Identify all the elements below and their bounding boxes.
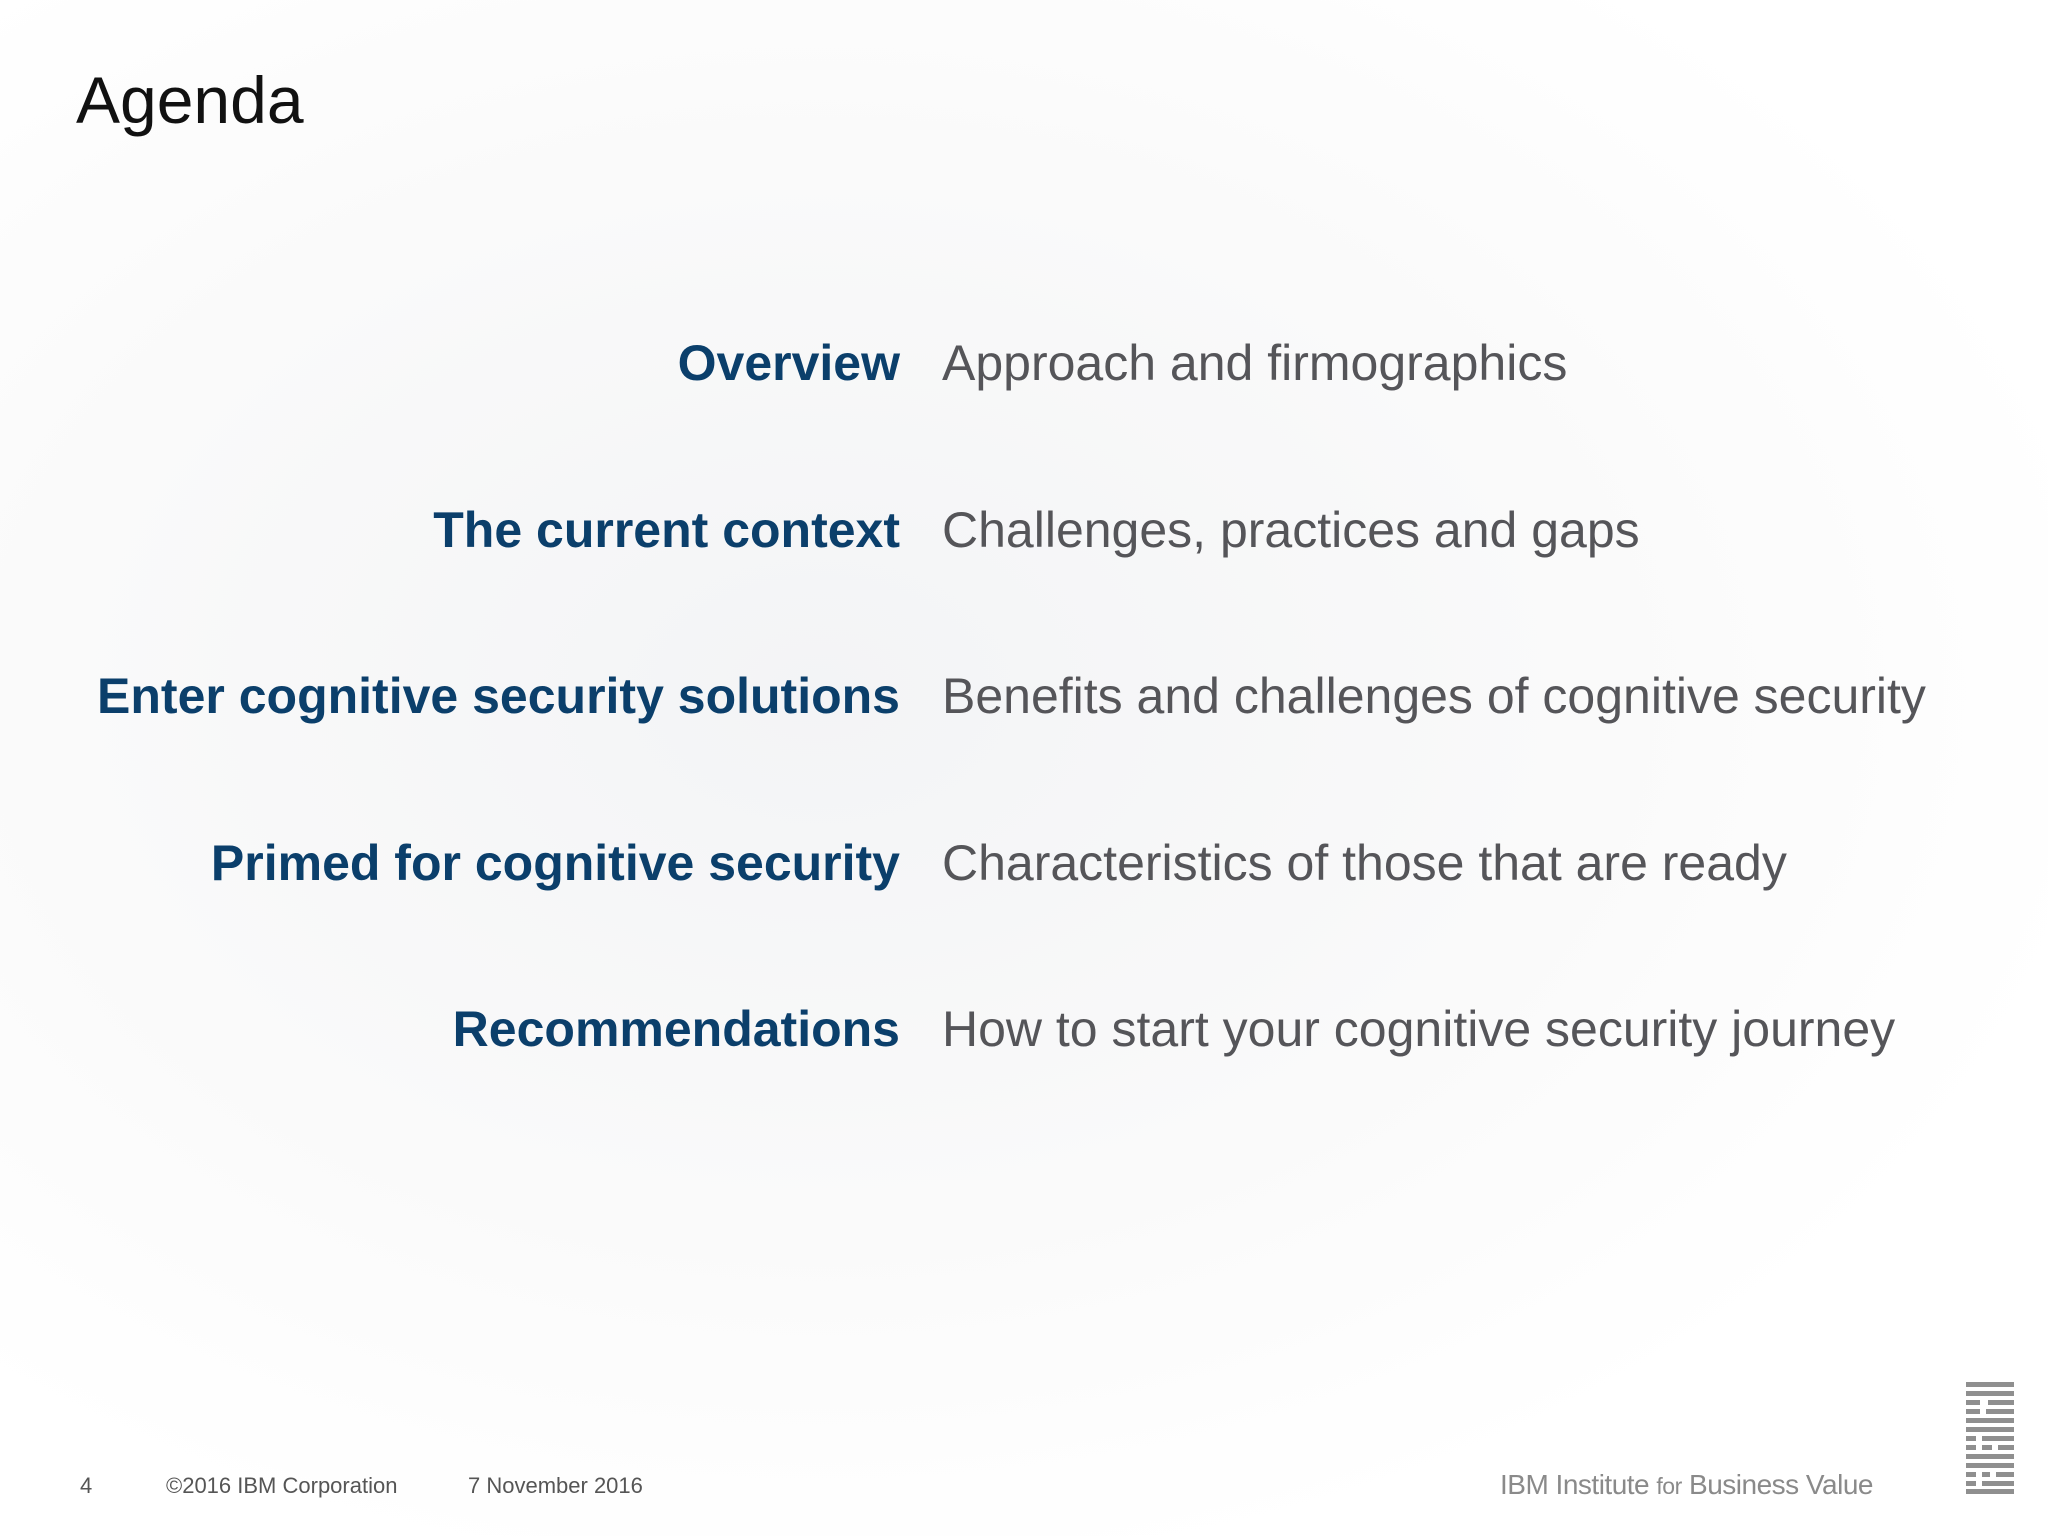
slide-title: Agenda xyxy=(76,63,304,137)
brand-text-business-value: Business Value xyxy=(1681,1469,1873,1500)
agenda-description: Approach and firmographics xyxy=(942,335,1568,391)
brand-text-for: for xyxy=(1656,1473,1682,1499)
agenda-list xyxy=(0,315,2048,1148)
agenda-topic: Recommendations xyxy=(452,1001,900,1057)
agenda-topic: Enter cognitive security solutions xyxy=(97,668,900,724)
brand-text-ibm-institute: IBM Institute xyxy=(1500,1469,1657,1500)
page-number: 4 xyxy=(80,1473,93,1498)
agenda-row xyxy=(0,815,2048,982)
copyright: ©2016 IBM Corporation xyxy=(166,1473,398,1498)
agenda-description: Benefits and challenges of cognitive security xyxy=(942,668,1926,724)
agenda-description: Characteristics of those that are ready xyxy=(942,834,1787,891)
ibm-logo-icon xyxy=(1966,1382,2014,1494)
agenda-topic: Primed for cognitive security xyxy=(210,834,900,891)
agenda-topic: Overview xyxy=(677,335,900,391)
agenda-row xyxy=(0,981,2048,1148)
agenda-row xyxy=(0,482,2048,649)
agenda-description: How to start your cognitive security journey xyxy=(942,1001,1896,1057)
agenda-topic: The current context xyxy=(433,501,900,558)
ibm-institute-brand xyxy=(1500,1469,1873,1501)
footer-date: 7 November 2016 xyxy=(468,1473,643,1498)
agenda-row xyxy=(0,315,2048,482)
agenda-row xyxy=(0,648,2048,815)
agenda-description: Challenges, practices and gaps xyxy=(942,501,1640,558)
